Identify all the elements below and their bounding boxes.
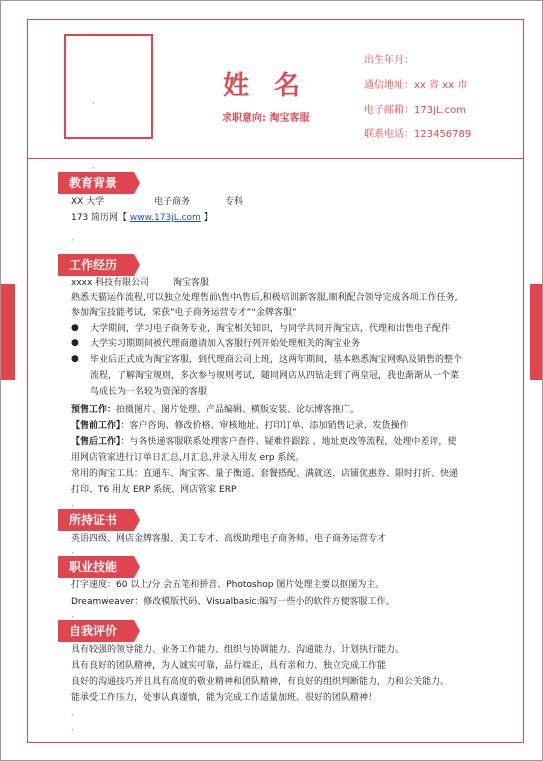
edu-degree: 专科 bbox=[225, 197, 244, 207]
photo-placeholder bbox=[64, 34, 153, 139]
paragraph-mark: , bbox=[71, 610, 74, 619]
edu-school: XX 大学 bbox=[71, 197, 105, 207]
info-address: 通信地址：xx 省 xx 市 bbox=[364, 80, 468, 91]
paragraph-mark: , bbox=[71, 708, 74, 717]
bullet-icon: ● bbox=[71, 354, 79, 364]
after-label: 【售后工作】 bbox=[71, 437, 121, 447]
info-birth: 出生年月： bbox=[364, 55, 414, 66]
work-tools-1: 常用的淘宝工具：直通车、淘宝客、量子衡道、套餐搭配、满就送、店铺优惠券、限时打折、快递 bbox=[71, 469, 459, 479]
work-presale bbox=[71, 404, 359, 416]
presale-label: 预售工作： bbox=[71, 405, 117, 415]
work-tools-2: 打印、T6 用友 ERP 系统、网店管家 ERP bbox=[71, 485, 237, 495]
paragraph-mark: , bbox=[71, 499, 74, 508]
paragraph-mark: , bbox=[92, 96, 95, 105]
work-desc-2: 参加淘宝技能考试，荣获“电子商务运营专才”“金牌客服” bbox=[71, 308, 297, 318]
self-line-1: 具有较强的领导能力、业务工作能力、组织与协调能力、沟通能力、计划执行能力。 bbox=[71, 645, 405, 655]
resume-page: , 姓 名 求职意向: 淘宝客服 出生年月： 通信地址：xx 省 xx 市 电子邮箱：173jL.com 联系电话：123456789 教育背景 XX 大学 电子商务 专科 173 简历网【 www.173jL.com 】 工作经历 xxxx 科技有限公司 淘宝客服 熟悉天猫运作流程,可以独立处理售前\售中\售后,积极培训新客服,顺利配合领导完成各项工作任务, 参加淘宝技能考试，荣获“电子商务运营专才”“金牌客服” ● 大学期间，学习电子商务专业，淘宝相关知识，与同学共同开淘宝店，代理和出售电子配件 ● 大学实习期期间被代理商邀请加入客服行列开始处理相关的淘宝业务 ● 毕业后正式成为淘宝客服，到代理商公司上班，这两年期间，基本熟悉淘宝网购\及销售的整个 流程，了解淘宝规则，多次参与规则考试，随同网店从四钻走到了两皇冠，我也渐渐从一个菜 鸟成长为一名较为资深的客服 预售工作：拍摄图片、图片处理、产品编辑、横版安装、论坛博客推广。 【售前工作】：客户咨询、修改价格、审核地址、打印订单、添加销售记录、发货操作 【售后工作】：与各快递客服联系处理客户查件、疑难件跟踪 、地址更改等流程，处理中差评，使 用网店管家进行订单日汇总,月汇总,并录入用友 erp 系统。 常用的淘宝工具：直通车、淘宝客、量子衡道、套餐搭配、满就送、店铺优惠券、限时打折、快递 打印、T6 用友 ERP 系统、网店管家 ERP 所持证书 英语四级、网店金牌客服、美工专才、高级助理电子商务师、电子商务运营专才 职业技能 打字速度：60 以上/分 会五笔和拼音、Photoshop 图片处理主要以抠图为主。 Dreamweaver：修改模版代码、Visualbasic:编写一些小的软件方便客服工作。 自我评价 具有较强的领导能力、业务工作能力、组织与协调能力、沟通能力、计划执行能力。 具有良好的团队精神，为人诚实可靠，品行端正，具有亲和力、独立完成工作能 良好的沟通技巧并且具有高度的敬业精神和团队精神，有良好的组织判断能力，力和公关能力。 能承受工作压力，处事认真谨慎，能为完成工作适量加班。很好的团队精神！ , , , , , , , bbox=[0, 0, 543, 761]
self-line-2: 具有良好的团队精神，为人诚实可靠，品行端正，具有亲和力、独立完成工作能 bbox=[71, 661, 387, 671]
paragraph-mark: , bbox=[71, 233, 74, 242]
bullet-icon: ● bbox=[71, 323, 79, 333]
certs-text: 英语四级、网店金牌客服、美工专才、高级助理电子商务师、电子商务运营专才 bbox=[71, 534, 387, 544]
presale-text: 拍摄图片、图片处理、产品编辑、横版安装、论坛博客推广。 bbox=[116, 405, 360, 415]
paragraph-mark: , bbox=[92, 161, 95, 170]
edu-site-suffix: 】 bbox=[203, 213, 213, 223]
work-sale bbox=[71, 420, 409, 432]
edu-major: 电子商务 bbox=[154, 197, 191, 207]
info-phone: 联系电话：123456789 bbox=[364, 129, 472, 140]
work-after-cont: 用网店管家进行订单日汇总,月汇总,并录入用友 erp 系统。 bbox=[71, 453, 305, 463]
header-divider bbox=[27, 158, 524, 159]
work-bullet-2: 大学实习期期间被代理商邀请加入客服行列开始处理相关的淘宝业务 bbox=[90, 339, 361, 349]
section-skills: 职业技能 bbox=[58, 556, 134, 578]
self-line-4: 能承受工作压力，处事认真谨慎，能为完成工作适量加班。很好的团队精神！ bbox=[71, 693, 378, 703]
work-bullet-3-cont-1: 流程，了解淘宝规则，多次参与规则考试，随同网店从四钻走到了两皇冠，我也渐渐从一个菜 bbox=[90, 371, 460, 381]
skills-line-2: Dreamweaver：修改模版代码、Visualbasic:编写一些小的软件方便客服工作。 bbox=[71, 597, 395, 607]
right-accent-bar bbox=[530, 284, 543, 380]
work-desc-1: 熟悉天猫运作流程,可以独立处理售前\售中\售后,积极培训新客服,顺利配合领导完成各项工作任务, bbox=[71, 293, 458, 303]
paragraph-mark: , bbox=[71, 723, 74, 732]
edu-site-line bbox=[71, 212, 213, 224]
after-text: ：与各快递客服联系处理客户查件、疑难件跟踪 、地址更改等流程，处理中差评，使 bbox=[120, 437, 457, 447]
work-bullet-3-cont-2: 鸟成长为一名较为资深的客服 bbox=[90, 387, 208, 397]
section-certs: 所持证书 bbox=[58, 509, 134, 531]
paragraph-mark: , bbox=[71, 546, 74, 555]
skills-line-1: 打字速度：60 以上/分 会五笔和拼音、Photoshop 图片处理主要以抠图为主。 bbox=[71, 580, 385, 590]
section-work: 工作经历 bbox=[58, 254, 134, 276]
work-position: 淘宝客服 bbox=[173, 278, 210, 288]
sale-label: 【售前工作】 bbox=[71, 421, 121, 431]
work-bullet-1: 大学期间，学习电子商务专业，淘宝相关知识，与同学共同开淘宝店，代理和出售电子配件 bbox=[90, 324, 451, 334]
section-self: 自我评价 bbox=[58, 620, 134, 642]
sale-text: ：客户咨询、修改价格、审核地址、打印订单、添加销售记录、发货操作 bbox=[120, 421, 409, 431]
edu-site-link[interactable]: www.173jL.com bbox=[129, 213, 201, 223]
job-intent: 求职意向: 淘宝客服 bbox=[222, 113, 310, 124]
self-line-3: 良好的沟通技巧并且具有高度的敬业精神和团队精神，有良好的组织判断能力，力和公关能力。 bbox=[71, 677, 450, 687]
left-accent-bar bbox=[1, 284, 15, 380]
section-education: 教育背景 bbox=[58, 172, 134, 194]
edu-site-prefix: 173 简历网【 bbox=[71, 213, 128, 223]
info-email: 电子邮箱：173jL.com bbox=[364, 105, 466, 116]
work-bullet-3: 毕业后正式成为淘宝客服，到代理商公司上班，这两年期间，基本熟悉淘宝网购\及销售的整个 bbox=[90, 355, 463, 365]
bullet-icon: ● bbox=[71, 338, 79, 348]
work-company: xxxx 科技有限公司 bbox=[71, 278, 150, 288]
work-after bbox=[71, 436, 456, 448]
